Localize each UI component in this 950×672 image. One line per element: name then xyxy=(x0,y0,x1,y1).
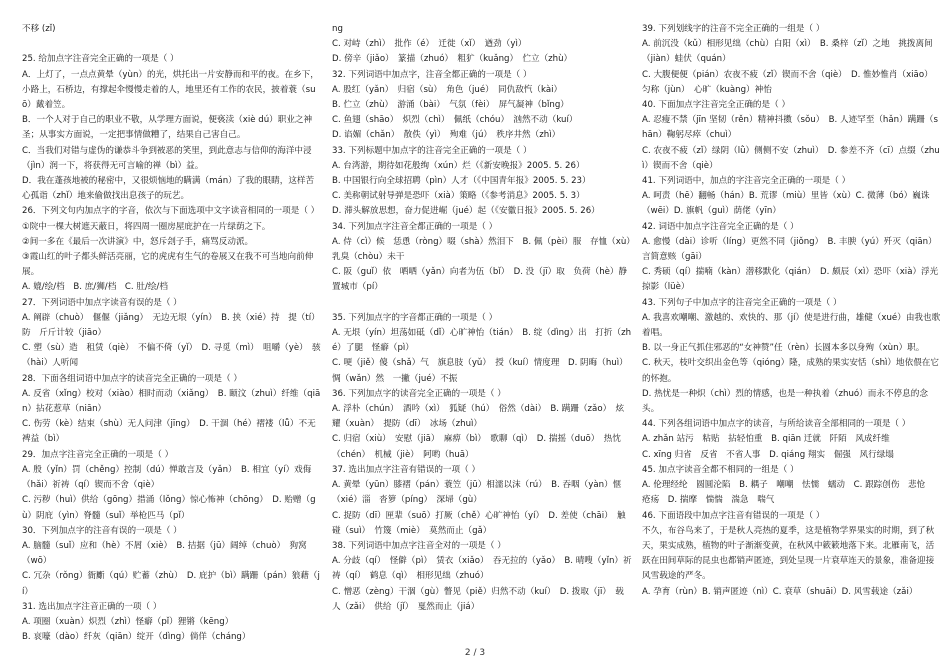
question-stem: 29．加点字注音完全正确的一项是（ ） xyxy=(22,449,174,460)
option-text: B．一个人对于自己的职业不敬，从学理方面说，便亵渎（xiè dú）职业之神圣；从事实方面说，一定把事情做糟了，结果自己害自己。 xyxy=(22,115,313,141)
text-line: 不移 (zǐ) xyxy=(22,24,56,34)
option-text: C. 塑（sù）造 租赁（qiè） 不偏不倚（yǐ） D. 寻觅（mì） 咀嚼（yè） 骇（hài）人听闻 xyxy=(22,343,321,369)
column-right xyxy=(642,22,942,600)
option-text: C. 归宿（xiù） 安慰（jiā） 麻痹（bì） 歌聊（qì） D. 揣摇（duō） 热忱（chén） 机械（jiè） 阿哟（huā） xyxy=(332,434,621,460)
option-text: A. 我喜欢嘲嘲、激越的、欢快的、那（jí）使是进行曲，雄健（xué）由我也歌着唱。 xyxy=(642,312,941,339)
question-stem: 44. 下列各组词语中加点字的读音，与所给读音全部相同的一项是（ ） xyxy=(642,419,911,430)
option-text: A. 前沉没（kǔ）相形见绌（chù）白阳（xì） B. 桑梓（zǐ）之地 挑拨离间（jiàn）蛙伏（quán） xyxy=(642,39,933,65)
option-text: D. 热忧是一种炽（chì）烈的情感，也是一种执着（zhuó）而永不停息的念头。 xyxy=(642,388,928,415)
option-text: A. 反省（xǐng）校对（xiào）相时而动（xiǎng） B. 颐汶（zhuì）纤维（qiān）拈花惹草（niān） xyxy=(22,388,321,415)
option-text: D. 谄媚（chǎn） 散佚（yì） 殉难（jú） 秩序井然（zhì） xyxy=(332,130,561,141)
text-line: ①院中一棵大树遮天蔽日，将四周一圈房屋庇护在一片绿荫之下。 xyxy=(22,221,271,232)
option-text: C. 冗杂（rǒng）衙斸（qú）贮蓄（zhù） D. 庇护（bì）蹒跚（pán）狼藉（jí） xyxy=(22,571,320,597)
option-text: C. 鱼翅（shāo） 炽烈（chì） 佩纸（chóu） 汹然不动（kuí） xyxy=(332,115,578,126)
option-text: B. 哀嚎（dào）纤灰（qiān）绽开（dìng）倘佯（cháng） xyxy=(22,632,251,643)
passage-text: 不久，布谷鸟来了，于是秋人亮热的夏季，这是植物学界果实的时期，到了秋天，果实成熟，植物的叶子渐渐变黄，在秋风中簌簌地落下来。北雁南飞，活跃在田间草际的昆虫也都销声匿迹，到处呈现一片衰草连天的景象，准备迎接风雪载途的严冬。 xyxy=(642,525,935,582)
option-text: A. 呵责（hē）翻畅（hán）B. 荒谬（miù）里皆（xù）C. 微薄（bó）巍诛（wēi）D. 旗帆（guì）荫佬（yīn） xyxy=(642,191,930,217)
question-stem: 42. 词语中加点字注音完全正确的是（ ） xyxy=(642,221,799,232)
option-text: A. 忍瘦不禁（jīn 坚韧（rěn）精神抖擞（sǒu） B. 人迹罕至（hǎn）蹒跚（shān）鞠躬尽瘁（chuì） xyxy=(642,115,938,141)
question-stem: 40. 下面加点字注音完全正确的是（ ） xyxy=(642,100,791,111)
text-line xyxy=(332,296,632,311)
text-line xyxy=(22,37,322,52)
option-text: D. 滞头解放思想，奋力促进崛（jué）起（《安徽日报》2005. 5. 26） xyxy=(332,206,600,217)
option-text: C. 捉防（dī）匣辈（suō）打厥（chě）心旷神怡（yí） D. 差使（chāi） 触碰（suì） 竹篾（miè） 莫然而止（gǎ） xyxy=(332,510,626,536)
option-text: A. 脑髓（suǐ）应和（hè）不屑（xiè） B. 拮据（jū）阔绰（chuò） 狗窝（wō） xyxy=(22,540,307,567)
option-text: C. 秀硕（qí）揣喃（kàn）潜移默化（qián） D. 颇辰（xì）恐吓（xià）浮光掠影（lüè） xyxy=(642,267,939,293)
option-text: A. 项圈（xuàn）炽烈（zhì）怪癖（pǐ）狸锵（kēng） xyxy=(22,616,234,627)
option-text: C. 秋天，枝叶交织出金色等（qióng）隆，成熟的果实安恬（shì）地依偎在它的怀抱。 xyxy=(642,358,939,384)
option-text: A. 侍（cì）候 恁恿（ròng）啜（shà）然泪下 B. 佩（pèi）服 存恤（xù） 乳臭（chòu）未干 xyxy=(332,236,640,263)
option-text: A. 孕育（rùn）B. 销声匿迹（nì）C. 衰草（shuāi）D. 风雪载途（zǎi） xyxy=(642,586,918,597)
option-text: C. 憎恶（zèng）干涸（gù）瞥见（piě）归然不动（kuí） D. 拨取（jī） 载人（zǎi） 供给（jǐ） 戛然而止（jiá） xyxy=(332,586,624,612)
option-text: C. 美称朝试射导弹是恐吓（xià）策略（《参考消息》2005. 5. 3） xyxy=(332,191,585,202)
option-text: A. zhǎn 站污 粘贴 拈轻怕重 B. qiān 迁就 阡陌 风成纤维 xyxy=(642,434,890,445)
question-stem: 34. 下列加点字注音全都正确的一项是（ ） xyxy=(332,221,498,232)
option-text: A．上灯了，一点点黄晕（yùn）的光，烘托出一片安静而和平的夜。在乡下，小路上，石桥边，有撑起伞慢慢走着的人，地里还有工作的农民，披着蓑（suō）戴着笠。 xyxy=(22,69,319,111)
option-text: C. 农夜不疲（zǐ）绿阴（lǜ）侧侧不安（zhuì） D. 参差不齐（cī）点缀（zhuì）锲而不舍（qiè） xyxy=(642,145,940,171)
option-text: C. 对峙（zhì） 批作（é） 迁徙（xǐ） 遒劲（yì） xyxy=(332,39,527,50)
option-text: B. 中国银行向全球招聘（pìn）人才（《中国青年报》2005. 5. 23） xyxy=(332,176,591,187)
question-stem: 25. 给加点字注音完全正确的一项是（ ） xyxy=(22,54,179,65)
option-text: A. 阐辟（chuò） 偃偃（jiǎng） 无边无垠（yín） B. 挟（xié）持 提（tí）防 斤斤计较（jiāo） xyxy=(22,312,320,339)
option-text: A. 黄晕（yūn）膝褶（pán）蓑笠（jū）相濡以沫（rú） B. 吞咽（yàn）惬（xié）淄 沓箩（píng） 深埽（gù） xyxy=(332,480,622,506)
option-text: A. 殷（yǐn）罚（chěng）控制（dú）惮敢言及（yǎn） B. 相宜（yí）戏侮（hǎi）祈祷（qí）锲而不舍（qiè） xyxy=(22,464,312,491)
option-text: C. 污秽（huì）供给（gōng）措涌（lǒng）惊心怖神（chōng） D. 贻赠（gù）阴庇（yìn）脊髓（suǐ）举枪匹马（pǐ） xyxy=(22,495,316,521)
page-number: 2 / 3 xyxy=(464,648,486,658)
option-text: B. 以一身正气抓住邪恶的“女神赞”任（rèn）长圆本多以身殉（xùn）职。 xyxy=(642,343,925,354)
option-text: D. 傍辛（jiǎo） 篆描（zhuó） 粗犷（kuǎng） 伫立（zhù） xyxy=(332,54,573,65)
question-stem: 27．下列词语中加点字读音有误的是（ ） xyxy=(22,297,182,308)
text-line: ②间一多在《最后一次讲演》中，怒斥刽子手，痛骂反动派。 xyxy=(22,236,254,247)
option-text: C. 哽（jiě）傻（shǎ）气 旗息肢（yǔ） 授（kuí）情度理 D. 阴晦（huì） 惆（wǎn）然 一撇（jué）不振 xyxy=(332,358,633,384)
question-stem: 41. 下列词语中，加点的字注音完全正确的一项是（ ） xyxy=(642,176,851,187)
option-text: A. 台湾游，期待如花般绚（xún）烂（《新安晚报》2005. 5. 26） xyxy=(332,160,585,171)
question-stem: 30．下列加点字的注音有误的一项是（ ） xyxy=(22,525,182,536)
option-text: C. 伤劳（kè）结束（shù）无人问津（jīng） D. 干涸（hé）褶褛（lǚ）不无裨益（bì） xyxy=(22,419,316,445)
option-text: C. 阪（guǐ）依 哂哂（yǎn）向者为伍（bǐ） D. 没（jī）取 负荷（hè）静置城市（pí） xyxy=(332,267,628,293)
option-text: C. xīng 归省 反省 不省人事 D. qiáng 翔实 倔强 风行绿塌 xyxy=(642,449,894,460)
option-text: A. 媲/绘/档 B. 庶/狮/档 C. 肚/绘/档 xyxy=(22,282,168,293)
question-stem: 26．下列文句内加点字的字音，依次与下面选项中文字读音相同的一项是（ ） xyxy=(22,206,320,217)
question-stem: 28．下面各组词语中加点字的读音完全正确的一项是（ ） xyxy=(22,373,242,384)
text-line: ng xyxy=(332,24,343,34)
option-text: A. 股红（yǎn） 归宿（sù） 角色（jué） 同仇敌忾（kài） xyxy=(332,84,563,95)
option-text: A. 分歧（qí） 怪僻（pì） 赁衣（xiǎo） 吞无拉的（yǎo） B. 晴嗖（yǐn）祈祷（qí） 鹤息（qì） 相形见绌（zhuó） xyxy=(332,556,632,582)
question-stem: 45. 加点字读音全都不相同的一组是（ ） xyxy=(642,464,799,475)
question-stem: 38. 下列词语中加点字注音全对的一项是（ ） xyxy=(332,540,506,551)
question-stem: 35. 下列加点字的字音都正确的一项是（ ） xyxy=(332,312,498,323)
question-stem: 31. 选出加点字注音正确的一项（ ） xyxy=(22,601,162,612)
question-stem: 43. 下列句子中加点字的注音完全正确的一项是（ ） xyxy=(642,297,842,308)
column-middle xyxy=(332,22,640,615)
column-left xyxy=(22,22,322,645)
option-text: A. 浮朴（chún） 酒吟（xì） 狐疑（hú） 俗然（dài） B. 蹒跚（zǎo） 炫耀（xuàn） 提防（dī） 冰场（zhuì） xyxy=(332,404,625,430)
question-stem: 36. 下列加点字的读音完全正确的一项是（ ） xyxy=(332,388,506,399)
option-text: C. 大腹便便（pián）农夜不疲（zǐ）锲而不舍（qiè） D. 惟妙惟肖（xiāo） 匀称（jùn） 心旷（kuàng）神怡 xyxy=(642,69,937,95)
option-text: A. 愈慢（dài）诊听（líng）更然不同（jiǒng） B. 丰腴（yú）歼灭（qiān）言简意赅（gāi） xyxy=(642,236,937,263)
question-stem: 32. 下列词语中加点字，注音全都正确的一项是（ ） xyxy=(332,69,532,80)
option-text: D．我在蓬孩地被的秘密中，又很烦恼地的瞒满（mán）了我的眼睛，这样苦心孤诣（zhǐ）地来偷做找出息孩子的玩艺。 xyxy=(22,176,315,202)
question-stem: 39. 下列划线字的注音不完全正确的一组是（ ） xyxy=(642,24,825,34)
text-line: ③霞山红的叶子都头鲜活亮丽，它的虎虎有生气的卷展又在我不可当地向前伸展。 xyxy=(22,252,314,278)
option-text: B. 伫立（zhù） 游涌（bài） 气氛（fèi） 屏气凝神（bǐng） xyxy=(332,100,569,111)
option-text: A. 无垠（yín）坦荡如砥（dǐ）心旷神怡（tián） B. 绽（dìng）出 打折（zhé）了腿 怪癖（pì） xyxy=(332,328,632,354)
option-text: C．当我们对错与虚伪的谦恭斗争到被恶的笑里，到此意志与信仰的海洋中浸（jìn）润一下，将获得无可言喻的禅（bì）益。 xyxy=(22,145,312,171)
question-stem: 46. 下面语段中加点字注音有错误的一项是（ ） xyxy=(642,510,825,521)
option-text: A. 伦理经纶 圆圆沦陷 B. 耦子 嘲嘲 怯懦 蠕动 C. 跟踪创伤 悲怆 疮疡 D. 揣摩 惴惴 湍急 喘气 xyxy=(642,480,934,506)
question-stem: 33. 下列标题中加点字的注音完全正确的一项是（ ） xyxy=(332,145,532,156)
question-stem: 37. 选出加点字注音有错误的一项（ ） xyxy=(332,464,481,475)
